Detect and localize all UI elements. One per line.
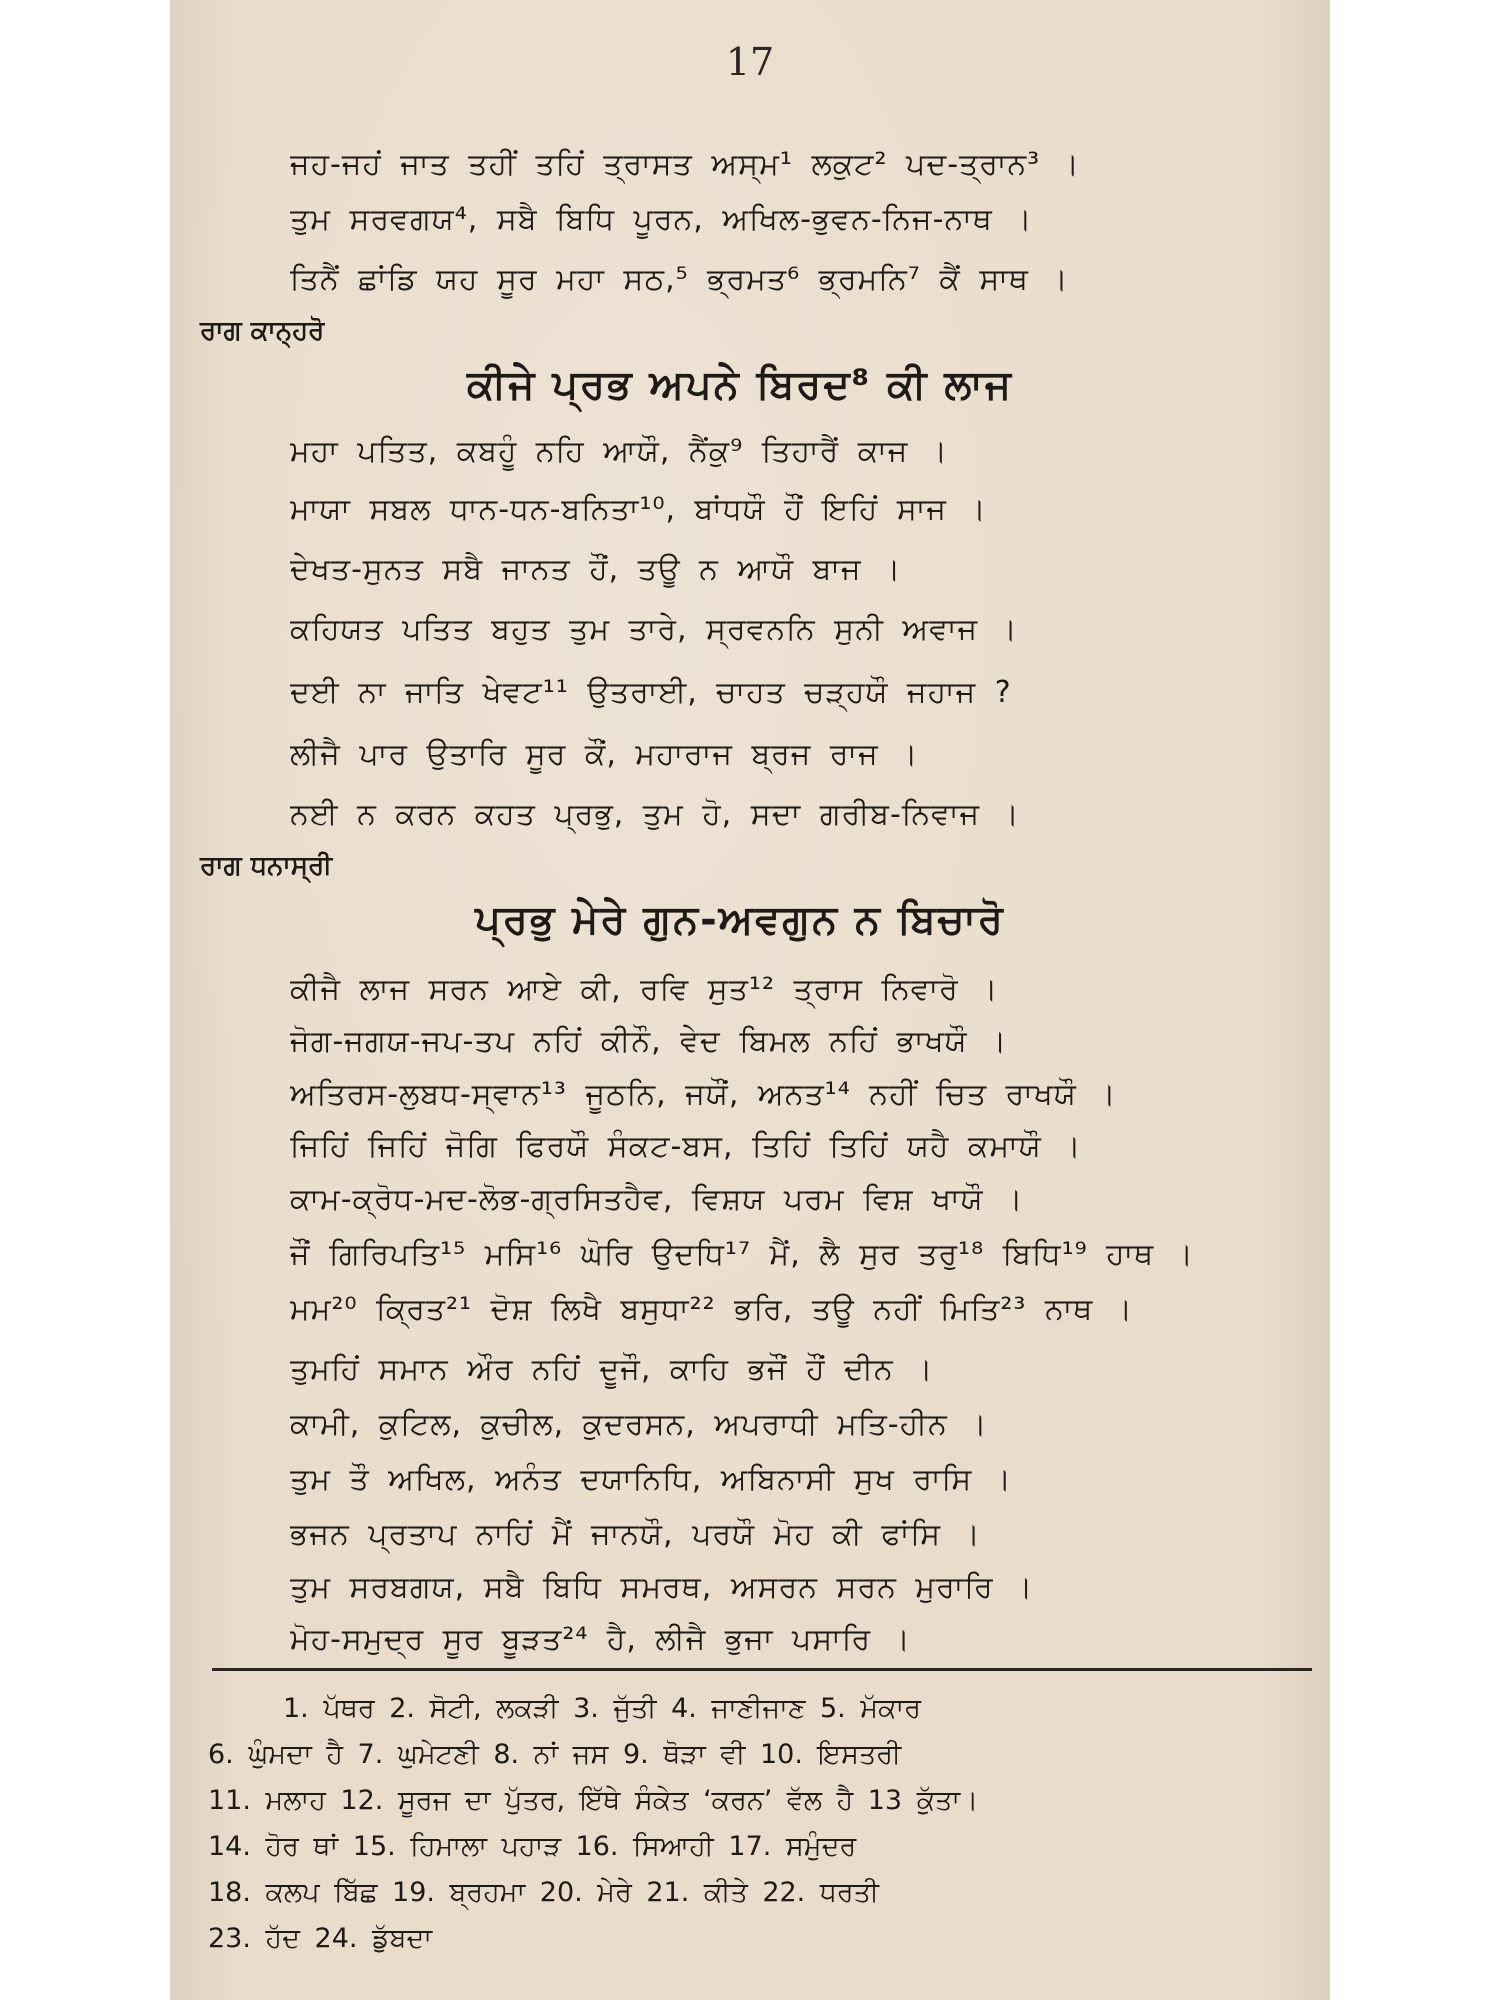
- verse-line: ਜਿਹਿਂ ਜਿਹਿਂ ਜੋਗਿ ਫਿਰਯੌ ਸੰਕਟ-ਬਸ, ਤਿਹਿਂ ਤਿਹਿਂ ਯਹੈ ਕਮਾਯੌ ।: [290, 1129, 1082, 1164]
- verse-line: ਕਾਮੀ, ਕੁਟਿਲ, ਕੁਚੀਲ, ਕੁਦਰਸਨ, ਅਪਰਾਧੀ ਮਤਿ-ਹੀਨ ।: [290, 1407, 988, 1442]
- page-number: 17: [725, 40, 775, 84]
- verse-line: ਤੁਮਹਿਂ ਸਮਾਨ ਔਰ ਨਹਿਂ ਦੂਜੌ, ਕਾਹਿ ਭਜੌਂ ਹੌਂ ਦੀਨ ।: [290, 1352, 934, 1387]
- footnote-line: 18. ਕਲਪ ਬਿੱਛ 19. ਬ੍ਰਹਮਾ 20. ਮੇਰੇ 21. ਕੀਤੇ 22. ਧਰਤੀ: [208, 1877, 879, 1908]
- verse-line: ਤਿਨੈਂ ਛਾਂਡਿ ਯਹ ਸੂਰ ਮਹਾ ਸਠ,⁵ ਭ੍ਰਮਤ⁶ ਭ੍ਰਮਨਿ⁷ ਕੈਂ ਸਾਥ ।: [290, 262, 1069, 297]
- verse-line: ਕਾਮ-ਕ੍ਰੋਧ-ਮਦ-ਲੋਭ-ਗ੍ਰਸਿਤਹੈਵ, ਵਿਸ਼ਯ ਪਰਮ ਵਿਸ਼ ਖਾਯੌ ।: [290, 1182, 1024, 1217]
- footnote-divider: [212, 1668, 1312, 1671]
- verse-line: ਜੌਂ ਗਿਰਿਪਤਿ¹⁵ ਮਸਿ¹⁶ ਘੋਰਿ ਉਦਧਿ¹⁷ ਮੈਂ, ਲੈ ਸੁਰ ਤਰੁ¹⁸ ਬਿਧਿ¹⁹ ਹਾਥ ।: [290, 1237, 1194, 1272]
- verse-line: ਮਾਯਾ ਸਬਲ ਧਾਨ-ਧਨ-ਬਨਿਤਾ¹⁰, ਬਾਂਧਯੌ ਹੌਂ ਇਹਿਂ ਸਾਜ ।: [290, 492, 987, 527]
- footnote-line: 6. ਘੁੰਮਦਾ ਹੈ 7. ਘੁਮੇਟਣੀ 8. ਨਾਂ ਜਸ 9. ਥੋੜਾ ਵੀ 10. ਇਸਤਰੀ: [208, 1739, 902, 1770]
- footnote-line: 1. ਪੱਥਰ 2. ਸੋਟੀ, ਲਕੜੀ 3. ਜੁੱਤੀ 4. ਜਾਣੀਜਾਣ 5. ਮੱਕਾਰ: [283, 1693, 921, 1724]
- verse-line: ਅਤਿਰਸ-ਲੁਬਧ-ਸ੍ਵਾਨ¹³ ਜੂਠਨਿ, ਜਯੌਂ, ਅਨਤ¹⁴ ਨਹੀਂ ਚਿਤ ਰਾਖਯੌ ।: [290, 1077, 1117, 1112]
- hymn-heading: ਕੀਜੇ ਪ੍ਰਭ ਅਪਨੇ ਬਿਰਦ⁸ ਕੀ ਲਾਜ: [467, 362, 1013, 408]
- verse-line: ਜੋਗ-ਜਗਯ-ਜਪ-ਤਪ ਨਹਿਂ ਕੀਨੌ, ਵੇਦ ਬਿਮਲ ਨਹਿਂ ਭਾਖਯੌ ।: [290, 1024, 1008, 1059]
- book-page: [170, 0, 1330, 2000]
- verse-line: ਮੋਹ-ਸਮੁਦ੍ਰ ਸੂਰ ਬੂੜਤ²⁴ ਹੈ, ਲੀਜੈ ਭੁਜਾ ਪਸਾਰਿ ।: [290, 1622, 911, 1657]
- footnote-line: 14. ਹੋਰ ਥਾਂ 15. ਹਿਮਾਲਾ ਪਹਾੜ 16. ਸਿਆਹੀ 17. ਸਮੁੰਦਰ: [208, 1831, 857, 1862]
- verse-line: ਨਈ ਨ ਕਰਨ ਕਹਤ ਪ੍ਰਭੁ, ਤੁਮ ਹੋ, ਸਦਾ ਗਰੀਬ-ਨਿਵਾਜ ।: [290, 797, 1020, 832]
- verse-line: ਤੁਮ ਸਰਵਗਯ⁴, ਸਬੈ ਬਿਧਿ ਪੂਰਨ, ਅਖਿਲ-ਭੁਵਨ-ਨਿਜ-ਨਾਥ ।: [290, 202, 1033, 237]
- hymn-heading: ਪ੍ਰਭੁ ਮੇਰੇ ਗੁਨ-ਅਵਗੁਨ ਨ ਬਿਚਾਰੋ: [475, 897, 1005, 943]
- verse-line: ਲੀਜੈ ਪਾਰ ਉਤਾਰਿ ਸੂਰ ਕੌਂ, ਮਹਾਰਾਜ ਬ੍ਰਜ ਰਾਜ ।: [290, 737, 919, 772]
- raag-label: ਰਾਗ ਕਾਨ੍ਹਰੋ: [200, 316, 325, 346]
- verse-line: ਮਮ²⁰ ਕ੍ਰਿਤ²¹ ਦੋਸ਼ ਲਿਖੈ ਬਸੁਧਾ²² ਭਰਿ, ਤਊ ਨਹੀਂ ਮਿਤਿ²³ ਨਾਥ ।: [290, 1292, 1134, 1327]
- verse-line: ਜਹ-ਜਹਂ ਜਾਤ ਤਹੀਂ ਤਹਿਂ ਤ੍ਰਾਸਤ ਅਸ੍ਮ¹ ਲਕੁਟ² ਪਦ-ਤ੍ਰਾਨ³ ।: [290, 147, 1080, 182]
- verse-line: ਦੇਖਤ-ਸੁਨਤ ਸਬੈ ਜਾਨਤ ਹੌਂ, ਤਊ ਨ ਆਯੌ ਬਾਜ ।: [290, 552, 902, 587]
- verse-line: ਤੁਮ ਤੌ ਅਖਿਲ, ਅਨੰਤ ਦਯਾਨਿਧਿ, ਅਬਿਨਾਸੀ ਸੁਖ ਰਾਸਿ ।: [290, 1462, 1013, 1497]
- verse-line: ਮਹਾ ਪਤਿਤ, ਕਬਹੂੰ ਨਹਿ ਆਯੌ, ਨੈਂਕੁ⁹ ਤਿਹਾਰੈਂ ਕਾਜ ।: [290, 434, 949, 469]
- verse-line: ਕੀਜੈ ਲਾਜ ਸਰਨ ਆਏ ਕੀ, ਰਵਿ ਸੁਤ¹² ਤ੍ਰਾਸ ਨਿਵਾਰੋ ।: [290, 972, 999, 1007]
- raag-label: ਰਾਗ ਧਨਾਸ੍ਰੀ: [200, 851, 333, 881]
- verse-line: ਭਜਨ ਪ੍ਰਤਾਪ ਨਾਹਿਂ ਮੈਂ ਜਾਨਯੌ, ਪਰਯੌ ਮੋਹ ਕੀ ਫਾਂਸਿ ।: [290, 1517, 981, 1552]
- footnote-line: 11. ਮਲਾਹ 12. ਸੂਰਜ ਦਾ ਪੁੱਤਰ, ਇੱਥੇ ਸੰਕੇਤ ‘ਕਰਨ’ ਵੱਲ ਹੈ 13 ਕੁੱਤਾ।: [208, 1785, 979, 1816]
- verse-line: ਦਈ ਨਾ ਜਾਤਿ ਖੇਵਟ¹¹ ਉਤਰਾਈ, ਚਾਹਤ ਚੜ੍ਹਯੌ ਜਹਾਜ ?: [290, 675, 1012, 710]
- footnote-line: 23. ਹੱਦ 24. ਡੁੱਬਦਾ: [208, 1923, 433, 1954]
- verse-line: ਕਹਿਯਤ ਪਤਿਤ ਬਹੁਤ ਤੁਮ ਤਾਰੇ, ਸ੍ਰਵਨਨਿ ਸੁਨੀ ਅਵਾਜ ।: [290, 612, 1018, 647]
- verse-line: ਤੁਮ ਸਰਬਗਯ, ਸਬੈ ਬਿਧਿ ਸਮਰਥ, ਅਸਰਨ ਸਰਨ ਮੁਰਾਰਿ ।: [290, 1570, 1034, 1605]
